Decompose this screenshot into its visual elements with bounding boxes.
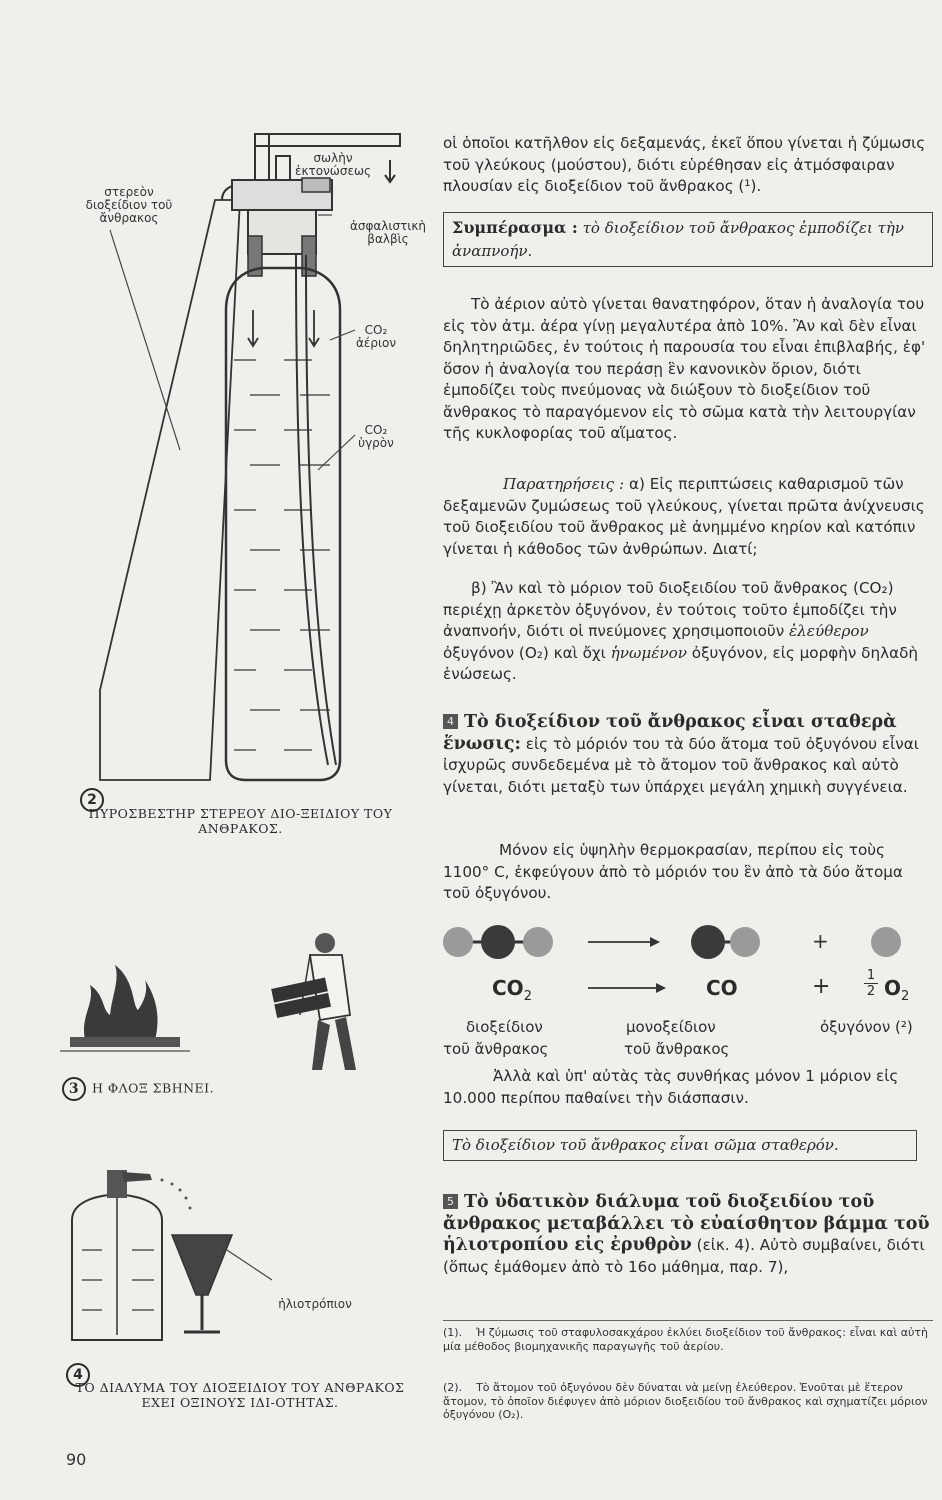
label-solid-co2: στερεὸν διοξείδιον τοῦ ἄνθρακος (85, 185, 173, 225)
label-co2-liquid: CO₂ ὑγρὸν (358, 423, 394, 450)
page-number: 90 (66, 1450, 87, 1469)
section-4 (443, 712, 933, 798)
equation-co2: $CO_2$ (492, 976, 532, 1004)
section-5-number: 5 (443, 1194, 458, 1209)
footnote-2: (2). Τὸ ἄτομον τοῦ ὀξυγόνου δὲν δύναται νὰ μείνῃ ἐλεύθερον. Ἑνοῦται μὲ ἕτερον ἄτομον, τὸ ὁποῖον διέφυγεν ἀπὸ μόριον διοξειδίου τοῦ ἄνθρακος καὶ σχηματίζει μόριον ὀξυγόνου (O₂). (443, 1381, 928, 1421)
section-5-title: Τὸ ὑδατικὸν διάλυμα τοῦ διοξειδίου τοῦ ἄνθρακος μεταβάλλει τὸ εὐαίσθητον βάμμα τοῦ ἡλιοτροπίου εἰς ἐρυθρὸν (443, 1192, 930, 1255)
name-co2-1: διοξείδιον (466, 1018, 543, 1036)
section-4-text: εἰς τὸ μόριόν του τὰ δύο ἄτομα τοῦ ὀξυγόνου εἶναι ἰσχυρῶς συνδεδεμένα μὲ τὸ ἄτομον τοῦ ἄνθρακος καὶ αὐτὸ γίνεται, διότι μεταξὺ των ὑπάρχει μεγάλη χημικὴ συγγένεια. (443, 734, 919, 796)
caption-litmus: ΤΟ ΔΙΑΛΥΜΑ ΤΟΥ ΔΙΟΞΕΙΔΙΟΥ ΤΟΥ ΑΝΘΡΑΚΟΣ ΕΧΕΙ ΟΞΙΝΟΥΣ ΙΔΙ-ΟΤΗΤΑΣ. (75, 1380, 405, 1410)
conclusion-text: τὸ διοξείδιον τοῦ ἄνθρακος ἐμποδίζει τὴν ἀναπνοήν. (452, 219, 904, 260)
paragraph-lethality: Τὸ ἀέριον αὐτὸ γίνεται θανατηφόρον, ὅταν ἡ ἀναλογία του εἰς τὸν ἀτμ. ἀέρα γίνῃ μεγαλυτέρα ἀπὸ 10%. Ἂν καὶ δὲν εἶναι δηλητηριῶδες, ἐν τούτοις ἡ παρουσία του εἶναι ἐπιβλαβής, ἐφ' ὅσον ἡ ἀναλογία του περάσῃ ἓν κανονικὸν ὅριον, διότι ἐμποδίζει τοὺς πνεύμονας νὰ διώξουν τὸ διοξείδιον τοῦ ἄνθρακος τὸ παραγόμενον εἰς τὸ σῶμα κατὰ τὴν λειτουργίαν τῆς κυκλοφορίας τοῦ αἵματος. (443, 295, 926, 442)
figure-number-4: 4 (66, 1363, 96, 1387)
equation-arrow (588, 980, 668, 996)
equation-plus: + (812, 974, 831, 999)
equation-co: CO (706, 976, 738, 1000)
flame-figure (60, 925, 400, 1075)
equation-fraction: 1 2 (864, 968, 878, 999)
label-litmus: ἡλιοτρόπιον (278, 1297, 352, 1311)
equation-o2: $O_2$ (884, 976, 910, 1004)
name-co-2: τοῦ ἄνθρακος (624, 1040, 730, 1058)
molecule-diagram (440, 918, 920, 968)
name-co2-2: τοῦ ἄνθρακος (443, 1040, 549, 1058)
section-4-title: Τὸ διοξείδιον τοῦ ἄνθρακος εἶναι σταθερὰ ἕνωσις: (443, 712, 897, 754)
caption-flame: 3 Η ΦΛΟΞ ΣΒΗΝΕΙ. (62, 1077, 214, 1101)
footnote-1: (1). Ἡ ζύμωσις τοῦ σταφυλοσακχάρου ἐκλύει διοξείδιον τοῦ ἄνθρακος: εἶναι καὶ αὐτὴ μία μέθοδος βιομηχανικῆς παραγωγῆς τοῦ ἀερίου. (443, 1326, 928, 1353)
observations-label: Παρατηρήσεις : (503, 475, 625, 493)
section-4-number: 4 (443, 714, 458, 729)
figure-number-2: 2 (80, 788, 110, 812)
paragraph-rarity: Ἀλλὰ καὶ ὑπ' αὐτὰς τὰς συνθήκας μόνον 1 μόριον εἰς 10.000 περίπου παθαίνει τὴν διάσπασιν. (443, 1067, 899, 1107)
observation-b: β) Ἂν καὶ τὸ μόριον τοῦ διοξειδίου τοῦ ἄνθρακος (CO₂) περιέχῃ ἀρκετὸν ὀξυγόνον, ἐν τούτοις τοῦτο ἐμποδίζει τὴν ἀναπνοήν, διότι οἱ πνεύμονες χρησιμοποιοῦν ἐλεύθερον ὀξυγόνον (O₂) καὶ ὄχι ἡνωμένον ὀξυγόνον, εἰς μορφὴν δηλαδὴ ἑνώσεως. (443, 579, 919, 683)
conclusion-label: Συμπέρασμα : (452, 218, 578, 237)
stability-box: Τὸ διοξείδιον τοῦ ἄνθρακος εἶναι σῶμα σταθερόν. (443, 1130, 917, 1161)
observation-a: α) Εἰς περιπτώσεις καθαρισμοῦ τῶν δεξαμενῶν ζυμώσεως τοῦ γλεύκους, γίνεται πρῶτα ἀνίχνευσις τοῦ διοξειδίου τοῦ ἄνθρακος μὲ ἀνημμένο κηρίον καὶ κατόπιν γίνεται ἡ κάθοδος τῶν ἀνθρώπων. Διατί; (443, 475, 925, 558)
label-co2-gas: CO₂ ἀέριον (355, 323, 397, 350)
conclusion-box (443, 212, 933, 267)
section-5-text: (εἰκ. 4). Αὐτὸ συμβαίνει, διότι (ὅπως ἐμάθομεν ἀπὸ τὸ 16ο μάθημα, παρ. 7), (443, 1236, 925, 1276)
svg-text:+: + (812, 929, 829, 953)
section-5 (443, 1192, 933, 1278)
label-discharge-tube: σωλὴν ἐκτονώσεως (294, 151, 372, 178)
footnote-divider (443, 1320, 933, 1321)
name-co-1: μονοξείδιον (626, 1018, 716, 1036)
observations-paragraph (443, 474, 933, 560)
intro-paragraph: οἱ ὁποῖοι κατῆλθον εἰς δεξαμενάς, ἐκεῖ ὅπου γίνεται ἡ ζύμωσις τοῦ γλεύκους (μούστου), διότι εὑρέθησαν εἰς ἀτμόσφαιραν πλουσίαν εἰς διοξείδιον τοῦ ἄνθρακος (¹). (443, 134, 926, 195)
paragraph-temperature: Μόνον εἰς ὑψηλὴν θερμοκρασίαν, περίπου εἰς τοὺς 1100° C, ἐκφεύγουν ἀπὸ τὸ μόριόν του ἓν ἀπὸ τὰ δύο ἄτομα τοῦ ὀξυγόνου. (443, 841, 903, 902)
label-safety-valve: ἀσφαλιστικὴ βαλβὶς (349, 219, 427, 246)
litmus-figure (62, 1160, 362, 1345)
caption-extinguisher: ΠΥΡΟΣΒΕΣΤΗΡ ΣΤΕΡΕΟΥ ΔΙΟ-ΞΕΙΔΙΟΥ ΤΟΥ ΑΝΘΡΑΚΟΣ. (88, 806, 393, 836)
name-o2: ὀξυγόνον (²) (820, 1018, 913, 1036)
